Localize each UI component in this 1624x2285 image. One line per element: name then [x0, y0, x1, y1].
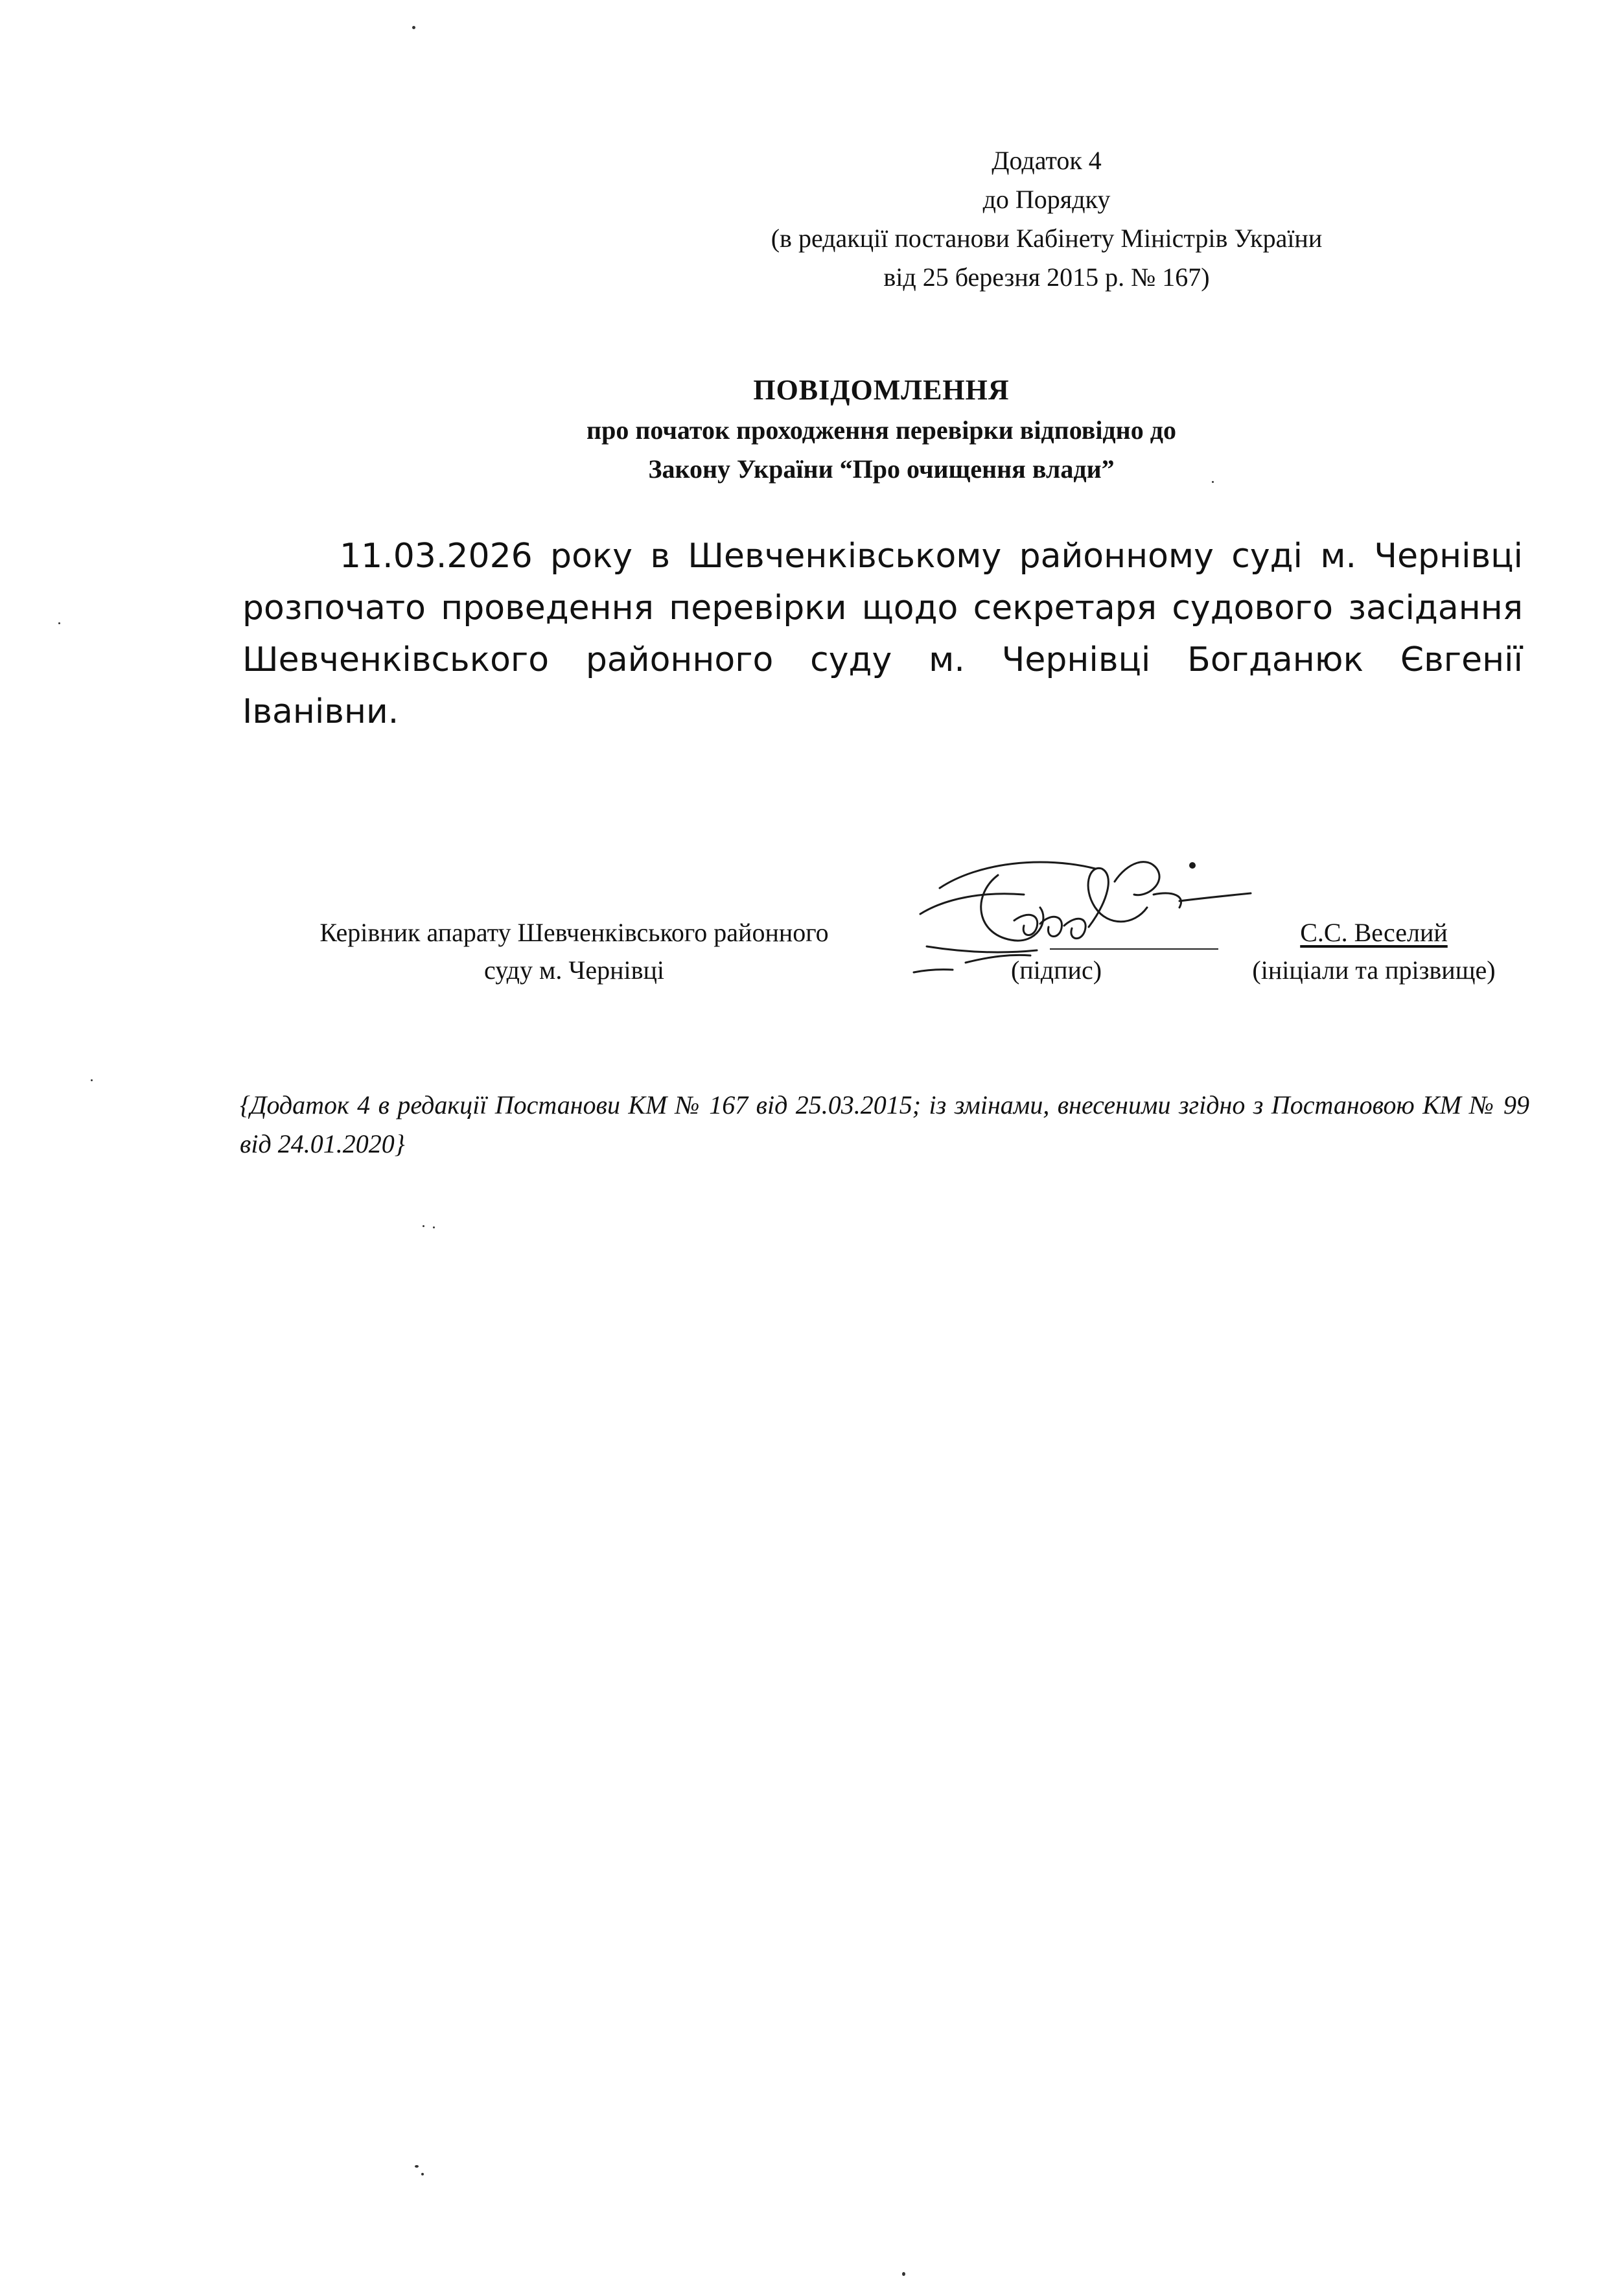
annex-header: [674, 141, 1419, 297]
scan-speck: [421, 2173, 424, 2175]
annex-order-ref: до Порядку: [982, 185, 1111, 214]
signatory-name-block: [1251, 914, 1497, 989]
signatory-position: [244, 914, 905, 989]
notice-title-block: [311, 369, 1452, 489]
scan-speck: [902, 2272, 905, 2276]
notice-title: ПОВІДОМЛЕННЯ: [753, 374, 1010, 406]
scan-speck: [415, 2165, 419, 2168]
signatory-name: С.С. Веселий: [1300, 918, 1448, 947]
notice-subtitle-line-1: про початок проходження перевірки відповідно до: [586, 416, 1176, 445]
signatory-position-line-2: суду м. Чернівці: [483, 955, 665, 985]
annex-edition-ref: (в редакції постанови Кабінету Міністрів України: [771, 224, 1323, 253]
annex-resolution-date: від 25 березня 2015 р. № 167): [883, 263, 1210, 292]
notice-body: 11.03.2026 року в Шевченківському районному суді м. Чернівці розпочато проведення перевірки щодо секретаря судового засідання Шевченківського районного суду м. Чернівці Богданюк Євгенії Іванівни.: [242, 537, 1523, 731]
scan-speck: [58, 622, 60, 624]
notice-subtitle-line-2: Закону України “Про очищення влади”: [648, 454, 1115, 484]
signature-caption: (підпис): [1010, 955, 1102, 985]
signatory-name-caption: (ініціали та прізвище): [1252, 955, 1496, 985]
signatory-position-line-1: Керівник апарату Шевченківського районного: [319, 918, 829, 947]
scan-speck: [433, 1226, 435, 1228]
scan-speck: [423, 1225, 424, 1227]
scan-speck: [91, 1079, 93, 1081]
scan-speck: [1212, 481, 1214, 483]
annex-number: Додаток 4: [992, 146, 1102, 175]
amendment-footnote: {Додаток 4 в редакції Постанови КМ № 167 від 25.03.2015; із змінами, внесеними згідно з Постановою КМ № 99 від 24.01.2020}: [240, 1090, 1529, 1158]
scan-speck: [412, 26, 415, 29]
